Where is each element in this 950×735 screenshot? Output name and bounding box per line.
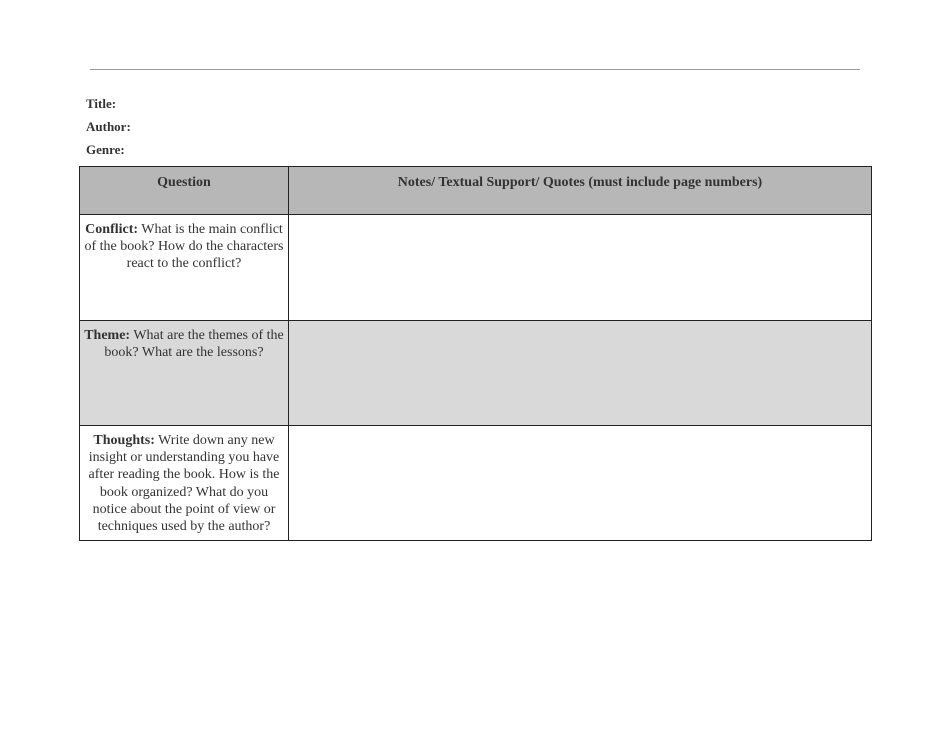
question-cell-conflict — [80, 215, 289, 321]
table-header-row — [80, 167, 872, 215]
table-row-theme — [80, 321, 872, 426]
table-row-conflict — [80, 215, 872, 321]
reading-organizer-table — [79, 166, 872, 541]
question-text: What is the main conflict of the book? How do the characters react to the conflict? — [84, 222, 284, 272]
top-divider — [90, 69, 860, 70]
question-cell-thoughts — [80, 426, 289, 541]
question-text: Write down any new insight or understanding you have after reading the book. How is the book organized? What do you notice about the point of view or techniques used by the author? — [88, 433, 280, 535]
notes-cell-conflict[interactable] — [289, 215, 872, 321]
question-text: What are the themes of the book? What are the lessons? — [104, 328, 284, 361]
question-label: Conflict: — [85, 222, 139, 237]
question-label: Thoughts: — [93, 433, 155, 448]
column-header-question: Question — [80, 167, 289, 215]
table-row-thoughts — [80, 426, 872, 541]
notes-cell-theme[interactable] — [289, 321, 872, 426]
genre-label: Genre: — [86, 142, 125, 157]
question-label: Theme: — [84, 328, 131, 343]
column-header-notes: Notes/ Textual Support/ Quotes (must include page numbers) — [289, 167, 872, 215]
notes-cell-thoughts[interactable] — [289, 426, 872, 541]
question-cell-theme — [80, 321, 289, 426]
author-label: Author: — [86, 119, 131, 134]
title-label: Title: — [86, 96, 117, 111]
